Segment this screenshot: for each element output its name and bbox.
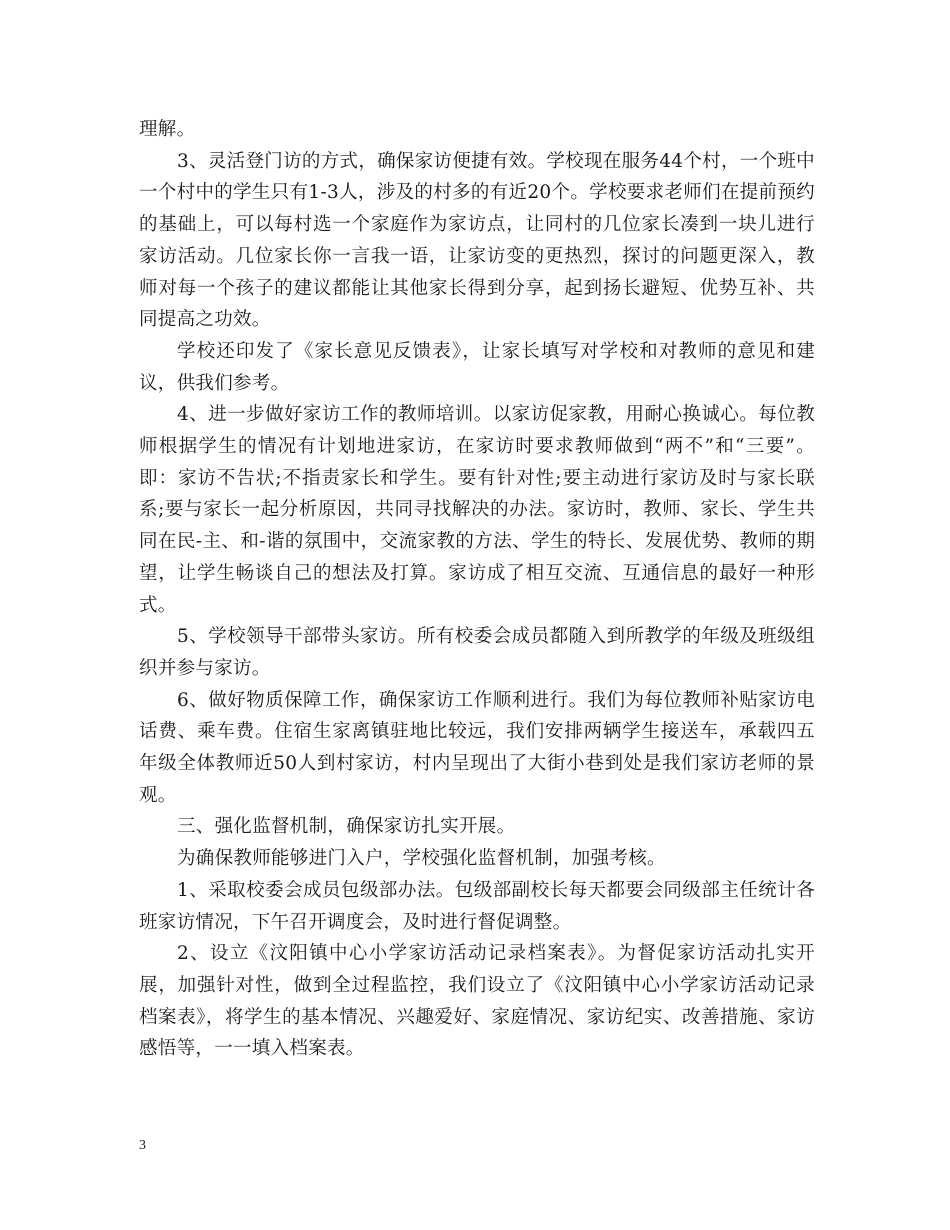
- paragraph: 5、学校领导干部带头家访。所有校委会成员都随入到所教学的年级及班级组织并参与家访。: [139, 626, 815, 679]
- section-heading: 三、强化监督机制，确保家访扎实开展。: [177, 816, 516, 838]
- page-number: 3: [139, 1138, 146, 1153]
- paragraph: 2、设立《汶阳镇中心小学家访活动记录档案表》。为督促家访活动扎实开展，加强针对性，做到全过程监控，我们设立了《汶阳镇中心小学家访活动记录档案表》，将学生的基本情况、兴趣爱好、家庭情况、家访纪实、改善措施、家访感悟等，一一填入档案表。: [139, 943, 815, 1060]
- paragraph: 为确保教师能够进门入户，学校强化监督机制，加强考核。: [177, 848, 666, 870]
- paragraph: 理解。: [139, 119, 196, 140]
- document-body: [139, 114, 815, 1065]
- paragraph: 6、做好物质保障工作，确保家访工作顺利进行。我们为每位教师补贴家访电话费、乘车费。住宿生家离镇驻地比较远，我们安排两辆学生接送车，承载四五年级全体教师近50人到村家访，村内呈现出了大街小巷到处是我们家访老师的景观。: [139, 689, 815, 806]
- paragraph: 学校还印发了《家长意见反馈表》，让家长填写对学校和对教师的意见和建议，供我们参考。: [139, 340, 815, 394]
- paragraph: 3、灵活登门访的方式，确保家访便捷有效。学校现在服务44个村，一个班中一个村中的学生只有1-3人，涉及的村多的有近20个。学校要求老师们在提前预约的基础上，可以每村选一个家庭作为家访点，让同村的几位家长凑到一块儿进行家访活动。几位家长你一言我一语，让家访变的更热烈，探讨的问题更深入，教师对每一个孩子的建议都能让其他家长得到分享，起到扬长避短、优势互补、共同提高之功效。: [139, 150, 815, 331]
- paragraph: 1、采取校委会成员包级部办法。包级部副校长每天都要会同级部主任统计各班家访情况，下午召开调度会，及时进行督促调整。: [139, 879, 815, 933]
- paragraph: 4、进一步做好家访工作的教师培训。以家访促家教，用耐心换诚心。每位教师根据学生的情况有计划地进家访，在家访时要求教师做到“两不”和“三要”。即：家访不告状;不指责家长和学生。要有针对性;要主动进行家访及时与家长联系;要与家长一起分析原因，共同寻找解决的办法。家访时，教师、家长、学生共同在民-主、和-谐的氛围中，交流家教的方法、学生的特长、发展优势、教师的期望，让学生畅谈自己的想法及打算。家访成了相互交流、互通信息的最好一种形式。: [139, 404, 815, 616]
